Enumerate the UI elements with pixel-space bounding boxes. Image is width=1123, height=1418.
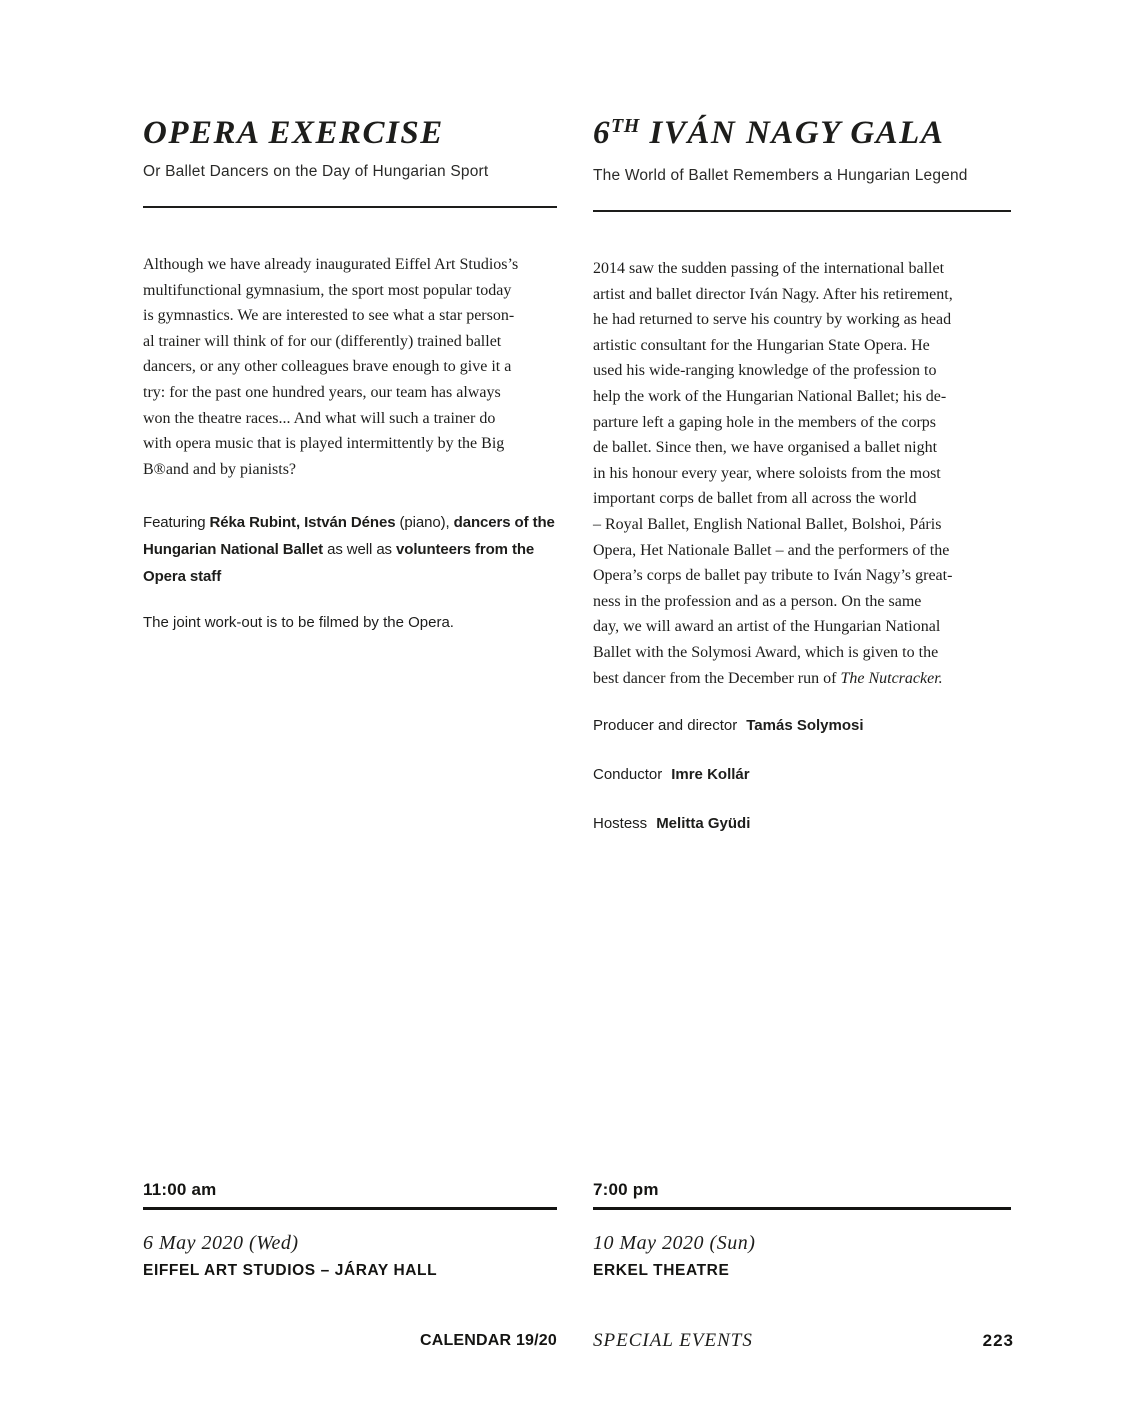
footer-page-number: 223 (982, 1331, 1014, 1350)
left-schedule-block (143, 1180, 557, 1280)
right-title-number: 6 (593, 115, 611, 151)
right-event-credits (593, 715, 1011, 834)
right-schedule-rule (593, 1207, 1011, 1210)
left-event-title: OPERA EXERCISE (143, 115, 444, 151)
left-event-featuring: Featuring Réka Rubint, István Dénes (piano), dancers of the Hungarian National Ballet as well as volunteers from the Opera staff (143, 514, 555, 586)
credit-name: Imre Kollár (671, 766, 750, 784)
left-event-column (143, 112, 557, 633)
right-event-time: 7:00 pm (593, 1180, 659, 1199)
right-schedule-block (593, 1180, 1011, 1280)
right-event-title (593, 112, 1011, 158)
right-event-body (593, 256, 1011, 691)
left-event-venue: EIFFEL ART STUDIOS – JÁRAY HALL (143, 1261, 438, 1279)
credit-name: Tamás Solymosi (746, 717, 864, 735)
right-title-rule (593, 210, 1011, 212)
credit-label: Hostess (593, 815, 648, 833)
footer-calendar-label: CALENDAR 19/20 (419, 1332, 557, 1349)
left-event-time: 11:00 am (143, 1180, 217, 1199)
right-event-venue: ERKEL THEATRE (593, 1261, 730, 1279)
right-event-body-last-line: best dancer from the December run of The Nutcracker. (593, 669, 943, 687)
left-event-body: Although we have already inaugurated Eiffel Art Studios’s multifunctional gymnasium, the sport most popular today is gymnastics. We are interested to see what a star person- al trainer will think of for our (differently) trained ballet dancers, or any other colleagues brave enough to give it a try: for the past one hundred years, our team has always won the theatre races... And what will such a trainer do with opera music that is played intermittently by the Big B®and and by pianists? (143, 256, 519, 478)
right-title-rest: IVÁN NAGY GALA (639, 115, 945, 151)
left-event-date: 6 May 2020 (Wed) (143, 1231, 299, 1254)
left-title-rule (143, 206, 557, 208)
right-title-ordinal: TH (611, 115, 640, 137)
right-event-body-lines: 2014 saw the sudden passing of the international ballet artist and ballet director Iván Nagy. After his retirement, he had returned to serve his country by working as head artistic consultant for the Hungarian State Opera. He used his wide-ranging knowledge of the profession to help the work of the Hungarian National Ballet; his de- parture left a gaping hole in the members of the corps de ballet. Since then, we have organised a ballet night in his honour every year, where soloists from the most important corps de ballet from all across the world – Royal Ballet, English National Ballet, Bolshoi, Páris Opera, Het Nationale Ballet – and the performers of the Opera’s corps de ballet pay tribute to Iván Nagy’s great- ness in the profession and as a person. On the same day, we will award an artist of the Hungarian National Ballet with the Solymosi Award, which is given to the (593, 260, 953, 661)
right-event-subtitle: The World of Ballet Remembers a Hungarian Legend (593, 167, 968, 184)
page-footer (0, 1330, 1123, 1356)
credit-row-conductor (593, 764, 1011, 785)
footer-section-label: SPECIAL EVENTS (593, 1330, 753, 1351)
left-event-subtitle: Or Ballet Dancers on the Day of Hungarian Sport (143, 163, 489, 180)
credit-row-producer (593, 715, 1011, 736)
left-event-note: The joint work-out is to be filmed by the Opera. (143, 614, 454, 632)
credit-row-hostess (593, 813, 1011, 834)
credit-label: Producer and director (593, 717, 738, 735)
left-schedule-rule (143, 1207, 557, 1210)
credit-label: Conductor (593, 766, 663, 784)
right-event-date: 10 May 2020 (Sun) (593, 1231, 756, 1254)
credit-name: Melitta Gyüdi (656, 815, 751, 833)
right-event-column (593, 112, 1011, 862)
